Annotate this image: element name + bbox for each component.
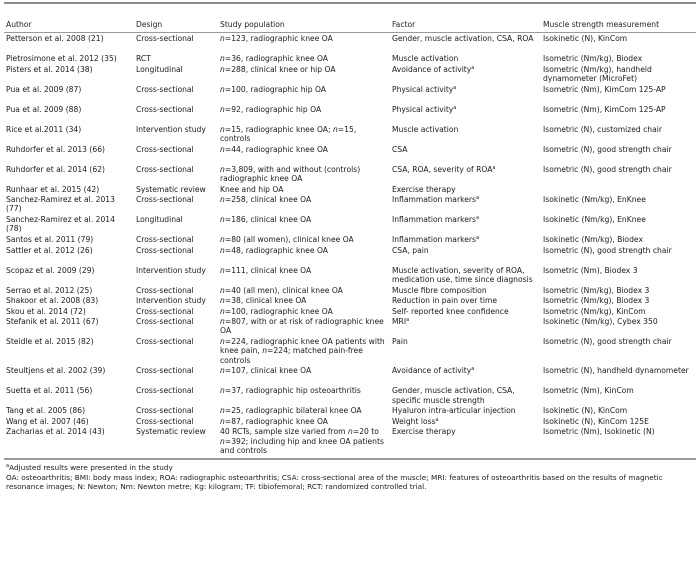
- factor-text: Avoidance of activity: [392, 366, 472, 376]
- cell-author: Shakoor et al. 2008 (83): [6, 296, 99, 305]
- table-row: [4, 124, 696, 144]
- factor-text: Exercise therapy: [392, 427, 456, 437]
- cell-author: Zacharias et al. 2014 (43): [6, 427, 105, 437]
- table-row: [4, 306, 696, 317]
- cell-study-population: n=36, radiographic knee OA: [220, 54, 328, 63]
- factor-text: Self- reported knee confidence: [392, 306, 509, 316]
- cell-factor: [390, 265, 541, 285]
- cell-author: Steultjens et al. 2002 (39): [6, 366, 106, 376]
- cell-factor: [390, 336, 541, 365]
- sample-size-symbol: n: [220, 386, 225, 396]
- cell-factor: [390, 405, 541, 416]
- cell-author: Rice et al.2011 (34): [6, 124, 82, 134]
- factor-text: CSA: [392, 144, 408, 154]
- footnote-adjusted-text: Adjusted results were presented in the study: [9, 462, 173, 472]
- table-row: [4, 426, 696, 455]
- cell-author: Runhaar et al. 2015 (42): [6, 184, 100, 194]
- cell-author: Pisters et al. 2014 (38): [6, 64, 93, 74]
- cell-factor: [390, 295, 541, 306]
- sample-size-symbol: n: [220, 34, 225, 43]
- sample-size-symbol: n: [220, 285, 225, 295]
- cell-author: Sanchez-Ramirez et al. 2013 (77): [6, 195, 115, 214]
- table-row: [4, 385, 696, 405]
- cell-factor: [390, 306, 541, 317]
- adjusted-footnote-mark: a: [475, 195, 480, 201]
- header-muscle-strength-measurement: Muscle strength measurement: [541, 4, 696, 33]
- cell-factor: [390, 416, 541, 427]
- sample-size-symbol: n: [220, 215, 225, 224]
- cell-design: Intervention study: [136, 124, 206, 134]
- cell-measurement: Isometric (Nm), KinCom: [543, 386, 634, 396]
- adjusted-footnote-mark: a: [475, 235, 480, 241]
- cell-study-population: n=100, radiographic hip OA: [220, 84, 326, 94]
- cell-measurement: Isokinetic (Nm/kg), Biodex: [543, 235, 643, 244]
- table-row: [4, 104, 696, 124]
- sample-size-symbol: n: [220, 436, 225, 446]
- sample-size-symbol: n: [220, 164, 225, 174]
- table-row: [4, 84, 696, 104]
- cell-author: Ruhdorfer et al. 2013 (66): [6, 144, 106, 154]
- cell-factor: [390, 285, 541, 296]
- table-row: [4, 295, 696, 306]
- cell-factor: [390, 33, 541, 54]
- factor-text: Muscle activation: [392, 54, 459, 63]
- cell-author: Scopaz et al. 2009 (29): [6, 265, 95, 275]
- cell-measurement: Isokinetic (N), KinCom 125E: [543, 416, 649, 426]
- factor-text: Avoidance of activity: [392, 64, 472, 74]
- cell-design: Cross-sectional: [136, 195, 194, 204]
- cell-study-population: n=100, radiographic knee OA: [220, 306, 333, 316]
- cell-study-population: n=15, radiographic knee OA; n=15, controls: [220, 124, 357, 143]
- cell-design: Cross-sectional: [136, 386, 194, 396]
- header-study-population: Study population: [218, 4, 390, 33]
- cell-design: Cross-sectional: [136, 84, 194, 94]
- footnote-mark: a: [6, 462, 10, 469]
- cell-study-population: n=37, radiographic hip osteoarthritis: [220, 386, 361, 396]
- adjusted-footnote-mark: a: [471, 366, 475, 373]
- cell-author: Pietrosimone et al. 2012 (35): [6, 54, 117, 63]
- adjusted-footnote-mark: a: [492, 164, 496, 171]
- cell-design: Cross-sectional: [136, 144, 194, 154]
- cell-author: Ruhdorfer et al. 2014 (62): [6, 164, 106, 174]
- cell-study-population: n=258, clinical knee OA: [220, 195, 312, 204]
- cell-factor: [390, 104, 541, 124]
- cell-study-population: n=87, radiographic knee OA: [220, 416, 328, 426]
- factor-text: Pain: [392, 337, 408, 346]
- table-row: [4, 416, 696, 427]
- cell-factor: [390, 194, 541, 214]
- cell-design: Intervention study: [136, 296, 206, 305]
- sample-size-symbol: n: [220, 195, 225, 204]
- sample-size-symbol: n: [220, 54, 225, 63]
- cell-study-population: n=107, clinical knee OA: [220, 366, 312, 376]
- sample-size-symbol: n: [220, 337, 225, 346]
- cell-design: Cross-sectional: [136, 235, 194, 244]
- cell-study-population: Knee and hip OA: [220, 184, 284, 194]
- factor-text: Physical activity: [392, 104, 454, 114]
- cell-factor: [390, 316, 541, 336]
- cell-design: Cross-sectional: [136, 317, 194, 326]
- cell-author: Serrao et al. 2012 (25): [6, 285, 93, 295]
- factor-text: Exercise therapy: [392, 184, 456, 194]
- table-row: [4, 245, 696, 265]
- cell-study-population: n=186, clinical knee OA: [220, 215, 312, 224]
- cell-study-population: n=80 (all women), clinical knee OA: [220, 235, 354, 244]
- cell-measurement: Isometric (Nm/kg), Biodex 3: [543, 296, 650, 305]
- factor-text: CSA, ROA, severity of ROA: [392, 164, 493, 174]
- cell-measurement: Isometric (N), handheld dynamometer: [543, 366, 689, 376]
- cell-study-population: n=123, radiographic knee OA: [220, 34, 333, 43]
- cell-author: Santos et al. 2011 (79): [6, 235, 94, 244]
- studies-table: [4, 4, 696, 455]
- cell-measurement: Isometric (Nm/kg), Biodex: [543, 54, 643, 63]
- table-row: [4, 164, 696, 184]
- cell-factor: [390, 214, 541, 234]
- table-header-row: [4, 4, 696, 33]
- factor-text: Reduction in pain over time: [392, 296, 498, 305]
- factor-text: Inflammation markers: [392, 215, 476, 224]
- cell-measurement: Isometric (Nm/kg), handheld dynamometer (MicroFet): [543, 64, 652, 83]
- cell-design: Systematic review: [136, 427, 206, 437]
- sample-size-symbol: n: [220, 245, 225, 255]
- adjusted-footnote-mark: a: [475, 215, 480, 221]
- cell-author: Sanchez-Ramirez et al. 2014 (78): [6, 215, 115, 234]
- sample-size-symbol: n: [220, 64, 225, 74]
- factor-text: MRI: [392, 317, 407, 326]
- cell-measurement: Isokinetic (Nm/kg), Cybex 350: [543, 317, 658, 326]
- sample-size-symbol: n: [220, 306, 225, 316]
- header-design: Design: [134, 4, 218, 33]
- cell-study-population: n=288, clinical knee or hip OA: [220, 64, 336, 74]
- cell-design: Cross-sectional: [136, 285, 194, 295]
- cell-measurement: Isometric (Nm), Biodex 3: [543, 265, 638, 275]
- cell-measurement: [541, 184, 696, 195]
- adjusted-footnote-mark: a: [435, 416, 439, 423]
- cell-author: Stefanik et al. 2011 (67): [6, 317, 99, 326]
- cell-measurement: Isokinetic (N), KinCom: [543, 34, 628, 43]
- cell-author: Wang et al. 2007 (46): [6, 416, 89, 426]
- table-row: [4, 405, 696, 416]
- cell-author: Pua et al. 2009 (88): [6, 104, 82, 114]
- cell-measurement: Isokinetic (N), KinCom: [543, 406, 628, 416]
- sample-size-symbol: n: [347, 427, 353, 437]
- cell-design: Longitudinal: [136, 215, 183, 224]
- cell-design: Cross-sectional: [136, 406, 194, 416]
- sample-size-symbol: n: [220, 296, 225, 305]
- adjusted-footnote-mark: a: [406, 317, 410, 323]
- cell-factor: [390, 124, 541, 144]
- table-row: [4, 285, 696, 296]
- table-row: [4, 234, 696, 245]
- cell-measurement: Isometric (Nm), Isokinetic (N): [543, 427, 655, 437]
- cell-study-population: n=40 (all men), clinical knee OA: [220, 285, 343, 295]
- cell-measurement: Isometric (N), customized chair: [543, 124, 662, 134]
- cell-author: Pua et al. 2009 (87): [6, 84, 82, 94]
- cell-measurement: Isometric (N), good strength chair: [543, 245, 672, 255]
- cell-factor: [390, 385, 541, 405]
- cell-study-population: n=111, clinical knee OA: [220, 265, 312, 275]
- sample-size-symbol: n: [220, 317, 225, 326]
- sample-size-symbol: n: [220, 416, 225, 426]
- cell-author: Tang et al. 2005 (86): [6, 406, 86, 416]
- adjusted-footnote-mark: a: [453, 84, 457, 91]
- sample-size-symbol: n: [220, 406, 225, 416]
- factor-text: Muscle fibre composition: [392, 285, 487, 295]
- cell-measurement: Isometric (N), good strength chair: [543, 164, 672, 174]
- cell-study-population: n=48, radiographic knee OA: [220, 245, 328, 255]
- sample-size-symbol: n: [332, 124, 338, 134]
- cell-measurement: Isometric (N), good strength chair: [543, 337, 672, 346]
- cell-measurement: Isometric (N), good strength chair: [543, 144, 672, 154]
- header-factor: Factor: [390, 4, 541, 33]
- cell-design: Intervention study: [136, 265, 206, 275]
- footnote-abbreviations: OA: osteoarthritis; BMI: body mass index; ROA: radiographic osteoarthritis; CSA: cross-sectional area of the muscle; MRI: features of osteoarthritis based on the results of magnetic resonance images; N: Newton; Nm: Newton metre; Kg: kilogram; TF: tibiofemoral; RCT: randomized controlled trial.: [6, 472, 663, 492]
- adjusted-footnote-mark: a: [471, 64, 475, 71]
- cell-author: Sattler et al. 2012 (26): [6, 245, 93, 255]
- table-row: [4, 144, 696, 164]
- cell-design: Cross-sectional: [136, 337, 194, 346]
- sample-size-symbol: n: [220, 124, 225, 134]
- cell-factor: [390, 184, 541, 195]
- cell-study-population: 40 RCTs, sample size varied from n=20 to n=392; including hip and knee OA patients and controls: [220, 427, 384, 456]
- cell-author: Petterson et al. 2008 (21): [6, 34, 104, 43]
- cell-design: Cross-sectional: [136, 416, 194, 426]
- factor-text: Physical activity: [392, 84, 454, 94]
- sample-size-symbol: n: [220, 104, 225, 114]
- cell-design: RCT: [136, 54, 151, 63]
- sample-size-symbol: n: [220, 235, 225, 244]
- table-row: [4, 336, 696, 365]
- table-row: [4, 214, 696, 234]
- factor-text: Inflammation markers: [392, 235, 476, 244]
- cell-author: Suetta et al. 2011 (56): [6, 386, 93, 396]
- factor-text: Gender, muscle activation, CSA, ROA: [392, 34, 534, 43]
- table-row: [4, 316, 696, 336]
- cell-study-population: n=3,809, with and without (controls) radiographic knee OA: [220, 164, 361, 183]
- cell-measurement: Isometric (Nm), KimCom 125-AP: [543, 104, 666, 114]
- cell-design: Cross-sectional: [136, 164, 194, 174]
- cell-measurement: Isometric (Nm/kg), KinCom: [543, 306, 646, 316]
- sample-size-symbol: n: [220, 366, 225, 376]
- footnote-adjusted: [6, 463, 694, 473]
- cell-factor: [390, 53, 541, 64]
- table-row: [4, 265, 696, 285]
- cell-design: Cross-sectional: [136, 34, 194, 43]
- cell-study-population: n=807, with or at risk of radiographic knee OA: [220, 317, 384, 336]
- cell-factor: [390, 245, 541, 265]
- table-row: [4, 365, 696, 385]
- cell-measurement: Isokinetic (Nm/kg), EnKnee: [543, 215, 646, 224]
- cell-design: Cross-sectional: [136, 366, 194, 376]
- cell-study-population: n=44, radiographic knee OA: [220, 144, 328, 154]
- table-row: [4, 184, 696, 195]
- table-row: [4, 33, 696, 54]
- cell-study-population: n=38, clinical knee OA: [220, 296, 307, 305]
- header-author: Author: [4, 4, 134, 33]
- cell-design: Systematic review: [136, 184, 206, 194]
- table-row: [4, 194, 696, 214]
- cell-author: Skou et al. 2014 (72): [6, 306, 86, 316]
- cell-factor: [390, 426, 541, 455]
- sample-size-symbol: n: [220, 84, 225, 94]
- factor-text: Hyaluron intra-articular injection: [392, 406, 516, 416]
- cell-factor: [390, 84, 541, 104]
- cell-factor: [390, 64, 541, 84]
- factor-text: Muscle activation, severity of ROA, medication use, time since diagnosis: [392, 265, 533, 284]
- cell-factor: [390, 365, 541, 385]
- factor-text: Inflammation markers: [392, 195, 476, 204]
- study-table-container: [4, 2, 696, 492]
- table-footnotes: [4, 460, 696, 492]
- cell-study-population: n=92, radiographic hip OA: [220, 104, 322, 114]
- cell-measurement: Isometric (Nm/kg), Biodex 3: [543, 285, 650, 295]
- cell-design: Cross-sectional: [136, 245, 194, 255]
- cell-design: Longitudinal: [136, 64, 183, 74]
- sample-size-symbol: n: [220, 265, 225, 275]
- cell-study-population: n=25, radiographic bilateral knee OA: [220, 406, 362, 416]
- factor-text: Gender, muscle activation, CSA, specific muscle strength: [392, 386, 515, 405]
- cell-factor: [390, 164, 541, 184]
- sample-size-symbol: n: [220, 144, 225, 154]
- table-row: [4, 64, 696, 84]
- sample-size-symbol: n: [262, 346, 268, 356]
- cell-design: Cross-sectional: [136, 306, 194, 316]
- cell-measurement: Isokinetic (Nm/kg), EnKnee: [543, 195, 646, 204]
- cell-study-population: n=224, radiographic knee OA patients with knee pain, n=224; matched pain-free controls: [220, 337, 385, 365]
- factor-text: Weight loss: [392, 416, 436, 426]
- table-row: [4, 53, 696, 64]
- cell-factor: [390, 234, 541, 245]
- table-body: [4, 33, 696, 456]
- factor-text: Muscle activation: [392, 124, 459, 134]
- adjusted-footnote-mark: a: [453, 104, 457, 111]
- cell-measurement: Isometric (Nm), KimCom 125-AP: [543, 84, 666, 94]
- cell-author: Steidle et al. 2015 (82): [6, 337, 94, 346]
- cell-design: Cross-sectional: [136, 104, 194, 114]
- cell-factor: [390, 144, 541, 164]
- factor-text: CSA, pain: [392, 245, 429, 255]
